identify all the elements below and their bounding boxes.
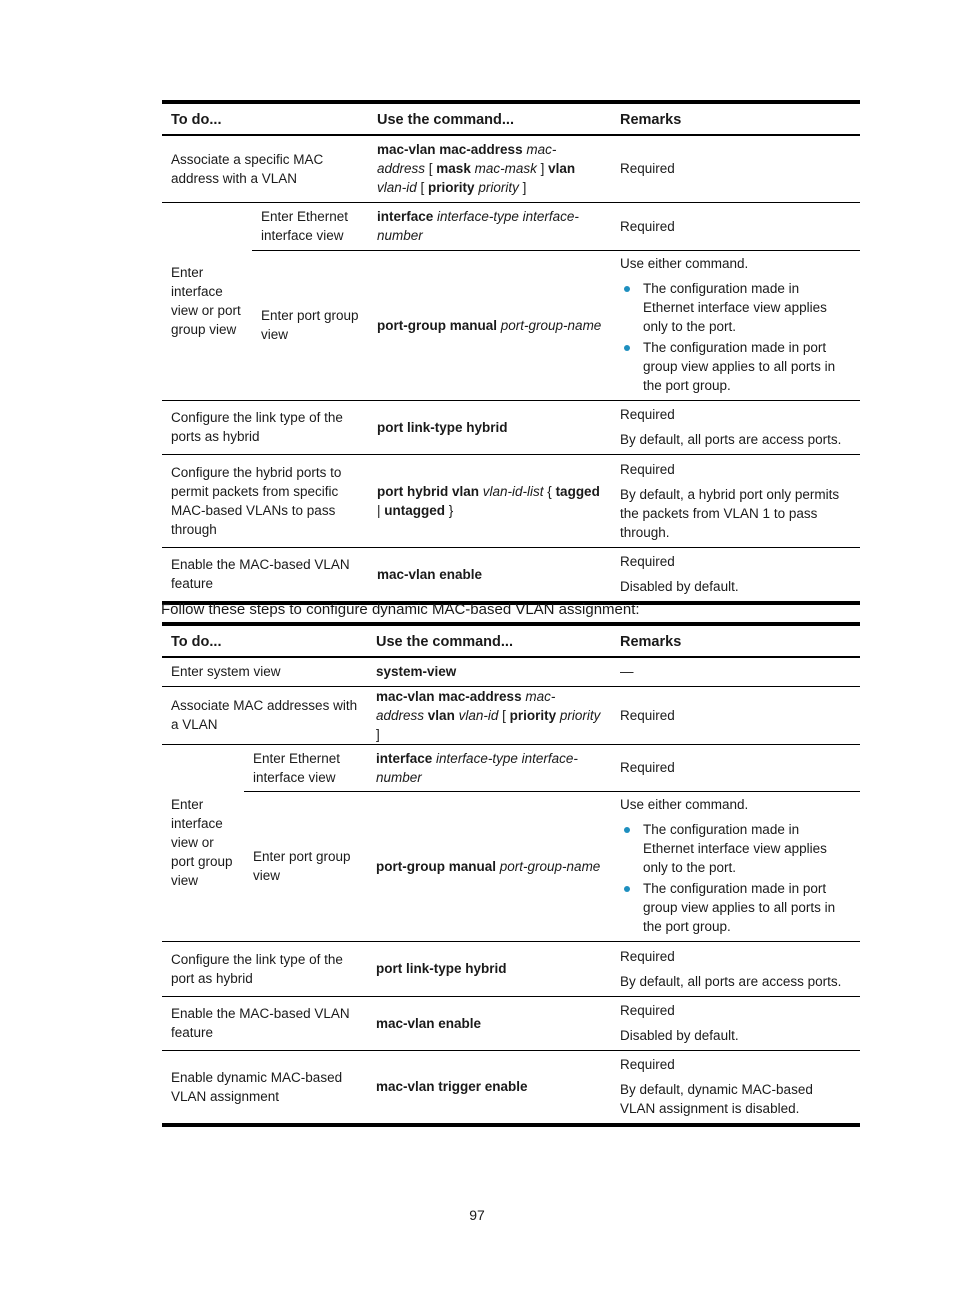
table-row <box>162 454 860 547</box>
remarks-text: By default, all ports are access ports. <box>620 432 842 447</box>
command-cell <box>368 400 611 454</box>
group-cell: Enter interface view or port group view <box>171 265 241 337</box>
todo-cell: Enter system view <box>171 664 281 680</box>
command-cell <box>367 657 611 686</box>
subtask-cell: Enter port group view <box>261 308 359 342</box>
command-syntax: [ <box>498 707 510 723</box>
table-row <box>162 202 860 250</box>
command-cell <box>367 941 611 996</box>
config-table-mac-vlan <box>162 100 860 605</box>
remarks-cell: Required <box>620 707 675 723</box>
command-syntax: { <box>543 483 556 499</box>
header-command: Use the command... <box>376 634 513 650</box>
command-cell <box>367 1050 611 1125</box>
command-argument: mac-address <box>377 142 557 177</box>
table-row <box>162 791 860 941</box>
remarks-text: Disabled by default. <box>620 1028 739 1043</box>
remarks-cell: — <box>620 664 634 680</box>
command-keyword: interface <box>377 209 434 224</box>
table-row <box>162 744 860 791</box>
group-cell: Enter interface view or port group view <box>171 797 233 888</box>
bullet-item: The configuration made in Ethernet interface view applies only to the port. <box>643 278 851 337</box>
page-number: 97 <box>469 1207 485 1223</box>
command-keyword: system-view <box>376 664 457 680</box>
command-cell <box>367 686 611 744</box>
command-argument: port-group-name <box>499 858 601 874</box>
command-keyword: mac-vlan mac-address <box>377 142 523 158</box>
remarks-text: Disabled by default. <box>620 579 739 595</box>
remarks-text: Required <box>620 461 675 477</box>
command-keyword: port-group manual <box>376 858 496 874</box>
command-cell <box>367 791 611 941</box>
command-syntax: [ <box>425 161 437 177</box>
command-keyword: mask <box>436 161 471 177</box>
remarks-text: Use either command. <box>620 255 749 271</box>
remarks-cell <box>611 996 860 1050</box>
command-argument: interface-type interface-number <box>376 750 578 785</box>
command-argument: vlan-id <box>458 707 499 723</box>
command-argument: port-group-name <box>500 317 602 333</box>
command-argument: vlan-id <box>377 180 417 196</box>
remarks-cell <box>611 791 860 941</box>
command-keyword: vlan <box>548 161 576 177</box>
remarks-text: By default, all ports are access ports. <box>620 973 842 989</box>
command-syntax: | <box>377 502 385 518</box>
command-syntax: } <box>445 502 454 518</box>
remarks-bullet-list <box>620 278 851 396</box>
command-syntax: [ <box>416 180 429 196</box>
remarks-bullet-list <box>620 819 851 937</box>
header-todo: To do... <box>171 112 222 128</box>
config-table-dynamic-assignment <box>162 622 860 1127</box>
bullet-item: The configuration made in port group view applies to all ports in the port group. <box>643 878 851 937</box>
table-row <box>162 1050 860 1125</box>
command-keyword: mac-vlan enable <box>377 566 483 582</box>
todo-cell: Configure the link type of the ports as hybrid <box>171 410 343 444</box>
command-cell <box>367 744 611 791</box>
remarks-text: Required <box>620 1057 675 1073</box>
remarks-text: Use either command. <box>620 796 749 812</box>
header-todo: To do... <box>171 634 222 650</box>
todo-cell: Configure the link type of the port as hybrid <box>171 951 343 986</box>
table-row <box>162 657 860 686</box>
bullet-item: The configuration made in Ethernet interface view applies only to the port. <box>643 819 851 878</box>
command-keyword: interface <box>376 750 433 766</box>
command-syntax: ] <box>518 180 527 196</box>
command-cell <box>368 202 611 250</box>
command-syntax: ] <box>536 161 549 177</box>
command-cell <box>368 250 611 400</box>
command-keyword: port hybrid vlan <box>377 483 480 499</box>
command-keyword: mac-vlan enable <box>376 1015 482 1031</box>
command-argument: priority <box>559 707 601 723</box>
command-cell <box>368 547 611 603</box>
command-syntax: ] <box>376 726 380 742</box>
remarks-cell <box>611 454 860 547</box>
table-row <box>162 400 860 454</box>
remarks-text: Required <box>620 554 675 570</box>
remarks-cell <box>611 941 860 996</box>
remarks-cell <box>611 1050 860 1125</box>
command-keyword: tagged <box>555 483 600 499</box>
table-row <box>162 547 860 603</box>
command-cell <box>368 135 611 202</box>
table-row <box>162 135 860 202</box>
table-row <box>162 250 860 400</box>
command-keyword: priority <box>509 707 557 723</box>
remarks-text: By default, dynamic MAC-based VLAN assignment is disabled. <box>620 1082 813 1117</box>
command-keyword: port-group manual <box>377 317 497 333</box>
command-argument: interface-type interface-number <box>377 209 579 243</box>
todo-cell: Enable the MAC-based VLAN feature <box>171 1006 350 1040</box>
command-argument: mac-mask <box>474 161 537 177</box>
subtask-cell: Enter Ethernet interface view <box>252 202 368 250</box>
table-header-row <box>162 102 860 135</box>
command-argument: priority <box>478 180 519 196</box>
remarks-text: Required <box>620 407 675 422</box>
intro-paragraph: Follow these steps to configure dynamic MAC-based VLAN assignment: <box>161 601 640 618</box>
table-row <box>162 941 860 996</box>
remarks-cell: Required <box>611 744 860 791</box>
subtask-cell: Enter Ethernet interface view <box>244 744 367 791</box>
table-row <box>162 996 860 1050</box>
header-remarks: Remarks <box>620 634 682 650</box>
remarks-cell: Required <box>611 202 860 250</box>
todo-cell: Enable the MAC-based VLAN feature <box>171 557 350 592</box>
command-keyword: mac-vlan mac-address <box>376 688 522 704</box>
command-keyword: port link-type hybrid <box>377 419 508 435</box>
remarks-text: Required <box>620 1003 675 1018</box>
header-command: Use the command... <box>377 112 514 128</box>
command-argument: vlan-id-list <box>482 483 544 499</box>
command-keyword: mac-vlan trigger enable <box>376 1079 528 1095</box>
todo-cell: Configure the hybrid ports to permit packets from specific MAC-based VLANs to pass through <box>171 464 342 537</box>
remarks-cell <box>611 547 860 603</box>
command-cell <box>367 996 611 1050</box>
command-keyword: priority <box>428 180 475 196</box>
todo-cell: Associate MAC addresses with a VLAN <box>171 698 358 732</box>
subtask-cell: Enter port group view <box>253 849 351 883</box>
command-cell <box>368 454 611 547</box>
bullet-item: The configuration made in port group view applies to all ports in the port group. <box>643 337 851 396</box>
todo-cell: Enable dynamic MAC-based VLAN assignment <box>171 1069 343 1104</box>
remarks-cell: Required <box>620 161 675 177</box>
remarks-cell <box>611 250 860 400</box>
command-keyword: untagged <box>384 502 446 518</box>
remarks-text: Required <box>620 948 675 964</box>
command-argument: mac-address <box>376 688 556 723</box>
header-remarks: Remarks <box>620 112 682 128</box>
command-keyword: vlan <box>427 707 455 723</box>
remarks-cell <box>611 400 860 454</box>
table-header-row <box>162 624 860 657</box>
table-row <box>162 686 860 744</box>
remarks-text: By default, a hybrid port only permits the packets from VLAN 1 to pass through. <box>620 486 840 540</box>
todo-cell: Associate a specific MAC address with a VLAN <box>171 151 324 186</box>
command-keyword: port link-type hybrid <box>376 961 507 976</box>
